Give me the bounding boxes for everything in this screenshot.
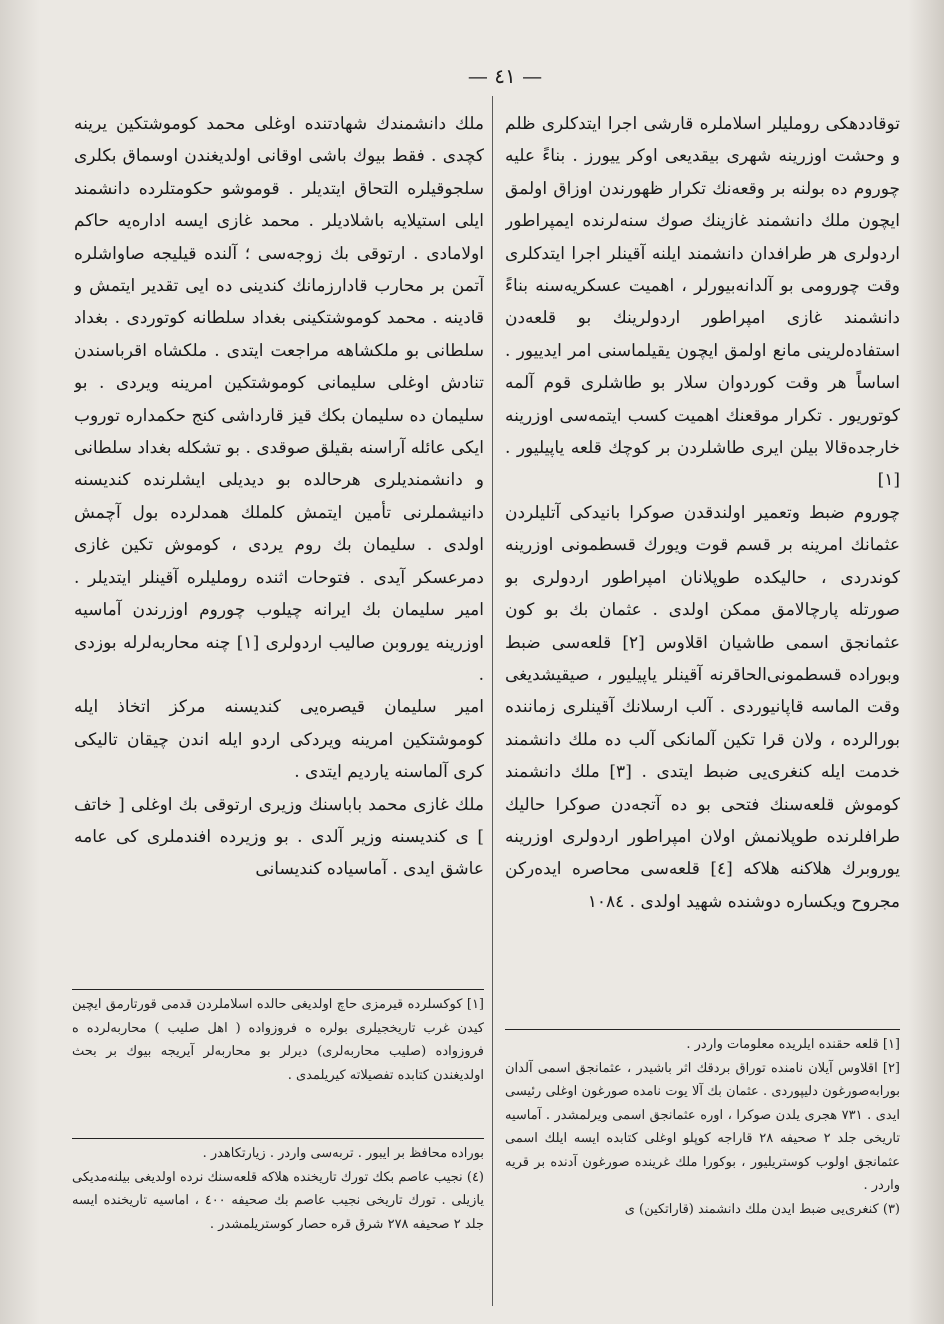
- footnotes-left-2: [72, 1142, 484, 1302]
- column-divider: [492, 96, 493, 1306]
- footnote-rule-left-2: [72, 1138, 484, 1139]
- page-number: — ٤١ —: [467, 64, 543, 88]
- left-column: [74, 108, 484, 958]
- footnote: (٤) نجيب عاصم بكك تورك تاريخنده هلاكه قلعه‌سنك نرده اولديغی بيلنه‌مدیكی يازيلی . تورك تاريخی نجيب عاصم بك صحيفه ٤٠٠ ، اماسيه تاريخنده ايسه جلد ۲ صحيفه ۲۷۸ شرق قره حصار كوستريلمشدر .: [72, 1169, 484, 1232]
- footnote: بوراده محافظ بر ايبور . تربه‌سی واردر . زيارتكاهدر .: [202, 1146, 484, 1161]
- footnote: (۳) كنغری‌يی ضبط ايدن ملك دانشمند (قاراتكين) ی: [624, 1201, 900, 1217]
- right-column: [505, 108, 900, 933]
- footnotes-left-1: [72, 993, 484, 1131]
- footnote: [۱] كوكسلرده قيرمزی حاچ اولديغی حالده اسلاملردن قدمی قورتارمق ايچين كيدن غرب تاريخجيلری بولره ه فروزواده ( اهل صليب ) محاربه‌لرده ه فروزواده (صليب محاربه‌لری) ديرلر بو محاربه‌لر آيريجه بيوك بر بحث اولديغندن كتابده تفصيلاته كيريلمدی .: [72, 997, 484, 1083]
- left-paragraph-1: ملك دانشمندك شهادتنده اوغلی محمد كوموشتكين يرينه كچدی . فقط بيوك باشی اوقانی اولديغندن اوسماق بكلری سلجوقيلره التحاق ايتديلر . قوموشو حكومتلرده دانشمند ايلی استيلايه باشلاديلر . محمد غازی ايسه اداره‌يه حاكم اولامادی . ارتوقی بك زوجه‌سی ؛ آلنده قيليجه صاواشلره آتمن بر محارب قادارزمانك كندينی ده ايی تقدير ايتمش و قادينه . محمد كوموشتكينی بغداد سلطانه كوتوردی . بغداد سلطانی بو ملكشاهه مراجعت ايتدی . ملكشاه اقرباسندن تنادش اوغلی سليمانی كوموشتكين امرينه ويردی . بو سليمان ده سليمان بكك قيز قارداشی كنج حكمداره توروب ايكی عائله آراسنه بقيلق صوقدی . بو تشكله بغداد سلطانی و دانشمنديلری هرحالده بو ديديلی ايشلرنده كنديسنه دانيشملرنی تأمين ايتمش كلملك همدلرده بول آچمش اولدی . سليمان بك روم يردی ، كوموش تكين غازی دمرعسكر آيدی . فتوحات اثنده رومليلره آقينلر ايتديلر . امير سليمان بك ايرانه چيلوب چوروم اوزرندن آماسيه اوزرينه يوروبن صاليب اردولری [۱] چنه محاربه‌لرله بوزدی .: [74, 114, 484, 685]
- left-paragraph-2: امير سليمان قيصره‌يی كنديسنه مركز اتخاذ ايله كوموشتكين امرينه ويردكی اردو ايله اندن چيقان تاليكی كری آلماسنه ياردیم ايتدی .: [74, 697, 484, 783]
- right-paragraph-2: چوروم ضبط وتعمير اولندقدن صوكرا بانيدكی آتليلردن عثمانك امرينه بر قسم قوت ويورك قسطمونی اوزرينه كوندردی ، حاليكده طوپلانان امپراطور اردولری بو صورتله پارچالامق ممكن اولدی . عثمان بك بو كون عثمانجق اسمی طاشيان اقلاوس [۲] قلعه‌سی ضبط وبوراده قسطمونی‌الحاقرنه آقينلر ياپيليور ، صيقيشديغی وقت الماسه قاپانيوردی . آلب ارسلانك آقينلری زماننده بورالرده ، ولان قرا تكين آلمانکی آلب ده ملك دانشمند خدمت ايله كنغری‌يی ضبط ايتدی . [۳] ملك دانشمند كوموش قلعه‌سنك فتحی بو ده آتجه‌دن صوكرا حاليك طرافلرنده طوپلانمش اولان امپراطور اردولری اوزرينه يوروبرك هلاكنه هلاكه [٤] قلعه‌سی محاصره ايدەركن مجروح ويكساره دوشنده شهيد اولدی . ١٠٨٤: [505, 502, 900, 912]
- footnote-rule-right: [505, 1029, 900, 1030]
- scan-shadow-left: [0, 0, 40, 1324]
- footnotes-right: [505, 1033, 900, 1303]
- scan-shadow-right: [908, 0, 944, 1324]
- footnote: [۲] اقلاوس آيلان نامنده توراق بردقك اثر باشيدر ، عثمانجق اسمی آلدان بورابه‌صورغون دليپوردی . عثمان بك آلا يوت نامده صورغون اوغلی رئيسی ايدی . ۷۳۱ هجری يلدن صوكرا ، اوره عثمانجق اسمی ويرلمشدر . آماسيه تاريخی جلد ۲ صحيفه ۲۸ قاراجه كوپلو اوغلی كتابده ايسه ايلك اسمی عثمانجق اولوب كوستريليور ، بوكورا ملك غرينده صورغون آدنده بر قريه واردر .: [505, 1060, 900, 1193]
- footnote-rule-left-1: [72, 989, 484, 990]
- footnote: [۱] قلعه حقنده ايلريده معلومات واردر .: [686, 1037, 900, 1052]
- right-paragraph-1: توقاددهکی رومليلر اسلاملره قارشی اجرا ایتدکلری ظلم و وحشت اوزرينه شهری بيقديعی اوكر ييورز . بناءً عليه چوروم ده بولنه بر وقعه‌نك تكرار ظهورندن اوزاق اولمق ايچون ملك دانشمند غازينك صوك سنه‌لرنده ایمپراطور اردولری هر طرافدان دانشمند ایلنه آقينلر اجرا ایتدکلری وقت چورومی بو آلدانه‌بيورلر ، اهميت عسكريه‌سنه بناءً دانشمند غازی امپراطور اردولرينك بو قلعه‌دن استفاده‌لرینی مانع اولمق ايچون يقيلماسنی امر ايدييور . اساساً هر وقت كوردوان سلار بو طاشلری قوم آلمه كوتوريور . تكرار موقعنك اهميت كسب ايتمه‌سی اوزرينه خارجده‌قالا بيلن ايری طاشلردن بر كوچك قلعه ياپيليور . [۱]: [505, 114, 900, 491]
- left-paragraph-3: ملك غازی محمد باباسنك وزيری ارتوقی بك اوغلی [ خاتف ] ی كنديسنه وزير آلدی . بو وزيرده افندملری كی عامه عاشق ايدی . آماسياده كنديسانی: [74, 794, 484, 880]
